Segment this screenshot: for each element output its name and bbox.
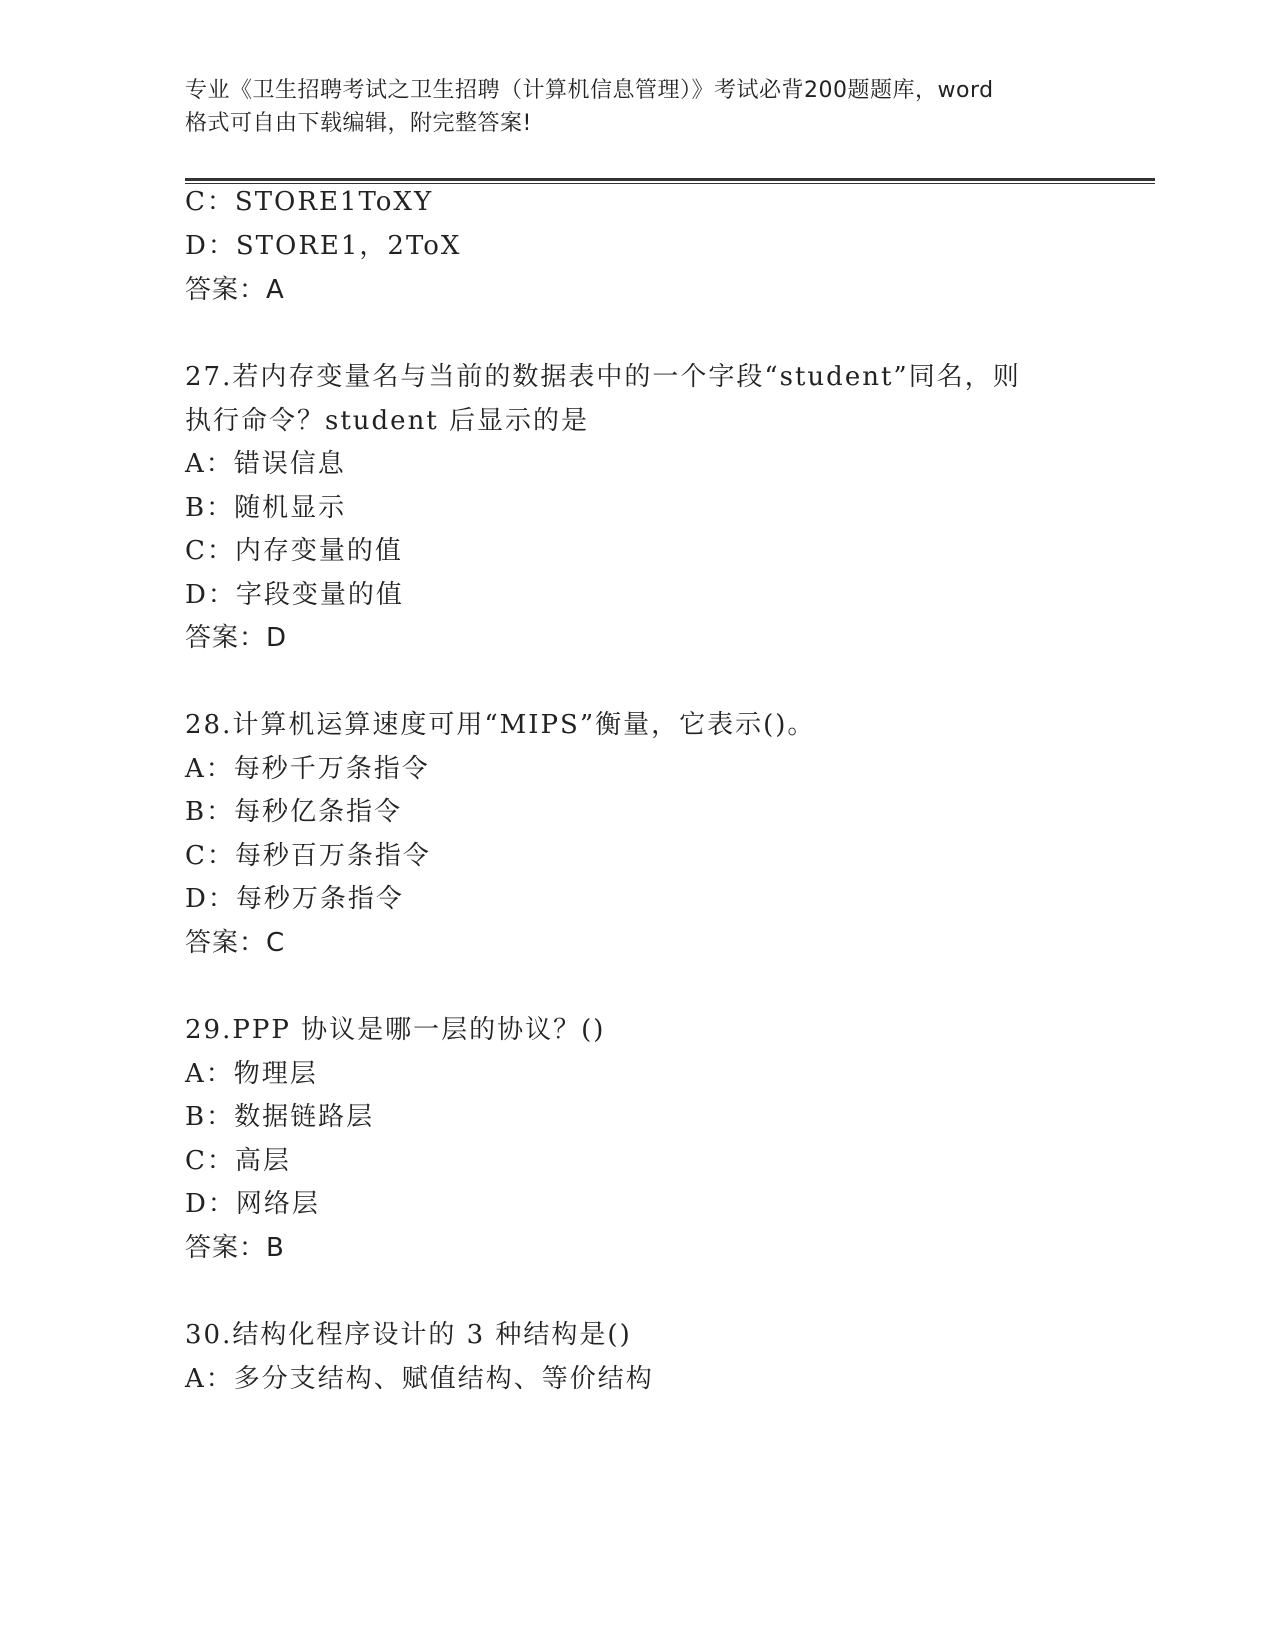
prev-option-c: C：STORE1ToXY — [185, 187, 434, 217]
q28-option-b: B：每秒亿条指令 — [185, 797, 403, 827]
header-divider-thick — [185, 178, 1155, 181]
q29-option-b: B：数据链路层 — [185, 1102, 375, 1132]
q30-option-a: A：多分支结构、赋值结构、等价结构 — [185, 1364, 654, 1394]
q27-option-d: D：字段变量的值 — [185, 580, 404, 610]
q27-option-b: B：随机显示 — [185, 493, 347, 523]
header-divider-thin — [185, 183, 1155, 184]
q28-option-a: A：每秒千万条指令 — [185, 754, 430, 784]
q29-option-a: A：物理层 — [185, 1059, 318, 1089]
prev-answer: 答案：A — [185, 275, 285, 305]
q29-stem: 29.PPP 协议是哪一层的协议？() — [185, 1015, 606, 1045]
header-line-1: 专业《卫生招聘考试之卫生招聘（计算机信息管理）》考试必背200题题库，word — [185, 78, 994, 103]
header-line-2: 格式可自由下载编辑，附完整答案! — [185, 111, 532, 136]
q28-answer: 答案：C — [185, 928, 286, 958]
q27-stem-line-2: 执行命令？student 后显示的是 — [185, 406, 590, 436]
q27-option-c: C：内存变量的值 — [185, 536, 403, 566]
q29-option-d: D：网络层 — [185, 1189, 320, 1219]
q27-answer: 答案：D — [185, 623, 288, 653]
q28-option-d: D：每秒万条指令 — [185, 884, 404, 914]
q28-option-c: C：每秒百万条指令 — [185, 841, 431, 871]
q27-option-a: A：错误信息 — [185, 449, 346, 479]
document-header — [185, 74, 1085, 140]
q30-stem: 30.结构化程序设计的 3 种结构是() — [185, 1320, 632, 1350]
q28-stem: 28.计算机运算速度可用“MIPS”衡量，它表示()。 — [185, 710, 816, 740]
q29-answer: 答案：B — [185, 1233, 285, 1263]
q27-stem-line-1: 27.若内存变量名与当前的数据表中的一个字段“student”同名，则 — [185, 362, 1021, 392]
prev-option-d: D：STORE1，2ToX — [185, 231, 462, 261]
q29-option-c: C：高层 — [185, 1146, 291, 1176]
